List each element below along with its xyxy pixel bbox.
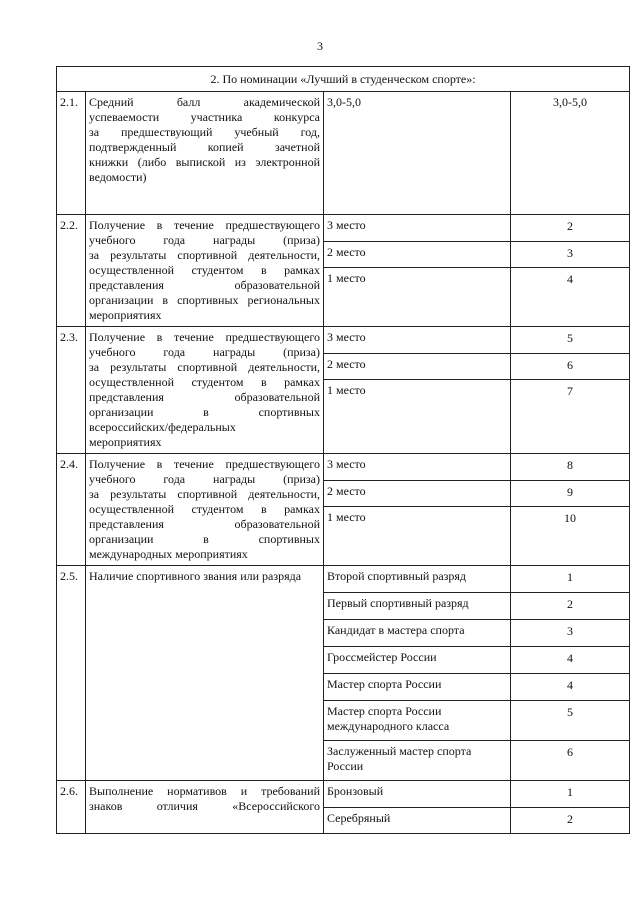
desc-line: Выполнение нормативов и требований xyxy=(89,784,320,798)
points-item: 4 xyxy=(511,267,629,287)
criterion-item: 1 место xyxy=(324,506,510,525)
points-item: 6 xyxy=(511,353,629,379)
page-number: 3 xyxy=(317,39,323,53)
points-cell xyxy=(511,781,630,834)
criterion-cell xyxy=(324,327,511,454)
points-item: 6 xyxy=(511,740,629,780)
row-description xyxy=(86,92,324,215)
points-item: 2 xyxy=(511,592,629,619)
desc-line: осуществленной студентом в рамках xyxy=(89,375,320,389)
row-description xyxy=(86,566,324,781)
row-description xyxy=(86,781,324,834)
criterion-item: 3 место xyxy=(327,330,366,344)
desc-line: знаков отличия «Всероссийского xyxy=(89,799,320,813)
points-cell: 3,0-5,0 xyxy=(511,92,630,215)
desc-line: Наличие спортивного звания или разряда xyxy=(89,569,302,583)
criterion-item: Мастер спорта России международного класса xyxy=(324,700,510,740)
desc-line: Получение в течение предшествующего xyxy=(89,330,320,344)
criterion-item: 1 место xyxy=(324,267,510,286)
points-item: 2 xyxy=(511,807,629,833)
row-number: 2.3. xyxy=(57,327,86,454)
points-item: 7 xyxy=(511,379,629,399)
points-item: 3 xyxy=(511,619,629,646)
desc-line: представления образовательной xyxy=(89,390,320,404)
desc-line: представления образовательной xyxy=(89,278,320,292)
criterion-item: Второй спортивный разряд xyxy=(327,569,467,583)
table-row xyxy=(57,327,630,454)
points-item: 2 xyxy=(567,219,574,233)
criterion-item: Гроссмейстер России xyxy=(324,646,510,673)
criterion-item: Заслуженный мастер спорта России xyxy=(324,740,510,780)
criterion-cell xyxy=(324,781,511,834)
points-item: 8 xyxy=(567,458,574,472)
table-row xyxy=(57,92,630,215)
desc-line: Получение в течение предшествующего xyxy=(89,218,320,232)
criterion-item: 2 место xyxy=(324,241,510,267)
points-item: 4 xyxy=(511,646,629,673)
points-item: 5 xyxy=(511,700,629,740)
criterion-cell xyxy=(324,215,511,327)
desc-line: учебного года награды (приза) xyxy=(89,472,320,486)
criterion-cell xyxy=(324,566,511,781)
desc-line: организации в спортивных xyxy=(89,405,320,419)
desc-line: за предшествующий учебный год, xyxy=(89,125,320,139)
table-row xyxy=(57,215,630,327)
criterion-item: Серебряный xyxy=(324,807,510,833)
desc-line: ведомости) xyxy=(89,170,147,184)
criterion-item: 3 место xyxy=(327,457,366,471)
row-number: 2.4. xyxy=(57,454,86,566)
row-description xyxy=(86,327,324,454)
criterion-item: 2 место xyxy=(324,480,510,506)
criterion-item: Мастер спорта России xyxy=(324,673,510,700)
table-row xyxy=(57,454,630,566)
desc-line: организации в спортивных xyxy=(89,532,320,546)
points-item: 10 xyxy=(511,506,629,526)
points-item: 1 xyxy=(567,570,574,584)
row-number: 2.2. xyxy=(57,215,86,327)
desc-line: учебного года награды (приза) xyxy=(89,345,320,359)
points-item: 9 xyxy=(511,480,629,506)
row-description xyxy=(86,454,324,566)
points-cell xyxy=(511,566,630,781)
desc-line: представления образовательной xyxy=(89,517,320,531)
table-row xyxy=(57,566,630,781)
desc-line: мероприятиях xyxy=(89,308,162,322)
desc-line: Получение в течение предшествующего xyxy=(89,457,320,471)
desc-line: осуществленной студентом в рамках xyxy=(89,502,320,516)
criterion-item: Кандидат в мастера спорта xyxy=(324,619,510,646)
row-description xyxy=(86,215,324,327)
points-cell xyxy=(511,327,630,454)
desc-line: международных мероприятиях xyxy=(89,547,248,561)
criterion-item: 3 место xyxy=(327,218,366,232)
desc-line: организации в спортивных региональных xyxy=(89,293,320,307)
points-cell xyxy=(511,215,630,327)
desc-line: за результаты спортивной деятельности, xyxy=(89,360,320,374)
desc-line: подтвержденный копией зачетной xyxy=(89,140,320,154)
criteria-table xyxy=(56,66,630,834)
points-item: 3 xyxy=(511,241,629,267)
desc-line: Средний балл академической xyxy=(89,95,320,109)
desc-line: мероприятиях xyxy=(89,435,162,449)
points-item: 1 xyxy=(567,785,574,799)
row-number: 2.6. xyxy=(57,781,86,834)
criterion-cell xyxy=(324,454,511,566)
points-item: 5 xyxy=(567,331,574,345)
row-number: 2.5. xyxy=(57,566,86,781)
desc-line: всероссийских/федеральных xyxy=(89,420,236,434)
desc-line: учебного года награды (приза) xyxy=(89,233,320,247)
criterion-cell: 3,0-5,0 xyxy=(324,92,511,215)
desc-line: за результаты спортивной деятельности, xyxy=(89,487,320,501)
desc-line: успеваемости участника конкурса xyxy=(89,110,320,124)
criterion-item: 2 место xyxy=(324,353,510,379)
desc-line: осуществленной студентом в рамках xyxy=(89,263,320,277)
criterion-item: Бронзовый xyxy=(327,784,384,798)
criterion-item: Первый спортивный разряд xyxy=(324,592,510,619)
desc-line: книжки (либо выпиской из электронной xyxy=(89,155,320,169)
row-number: 2.1. xyxy=(57,92,86,215)
table-row xyxy=(57,781,630,834)
criterion-item: 1 место xyxy=(324,379,510,398)
section-header: 2. По номинации «Лучший в студенческом спорте»: xyxy=(57,67,630,92)
points-item: 4 xyxy=(511,673,629,700)
desc-line: за результаты спортивной деятельности, xyxy=(89,248,320,262)
section-header-row xyxy=(57,67,630,92)
points-cell xyxy=(511,454,630,566)
